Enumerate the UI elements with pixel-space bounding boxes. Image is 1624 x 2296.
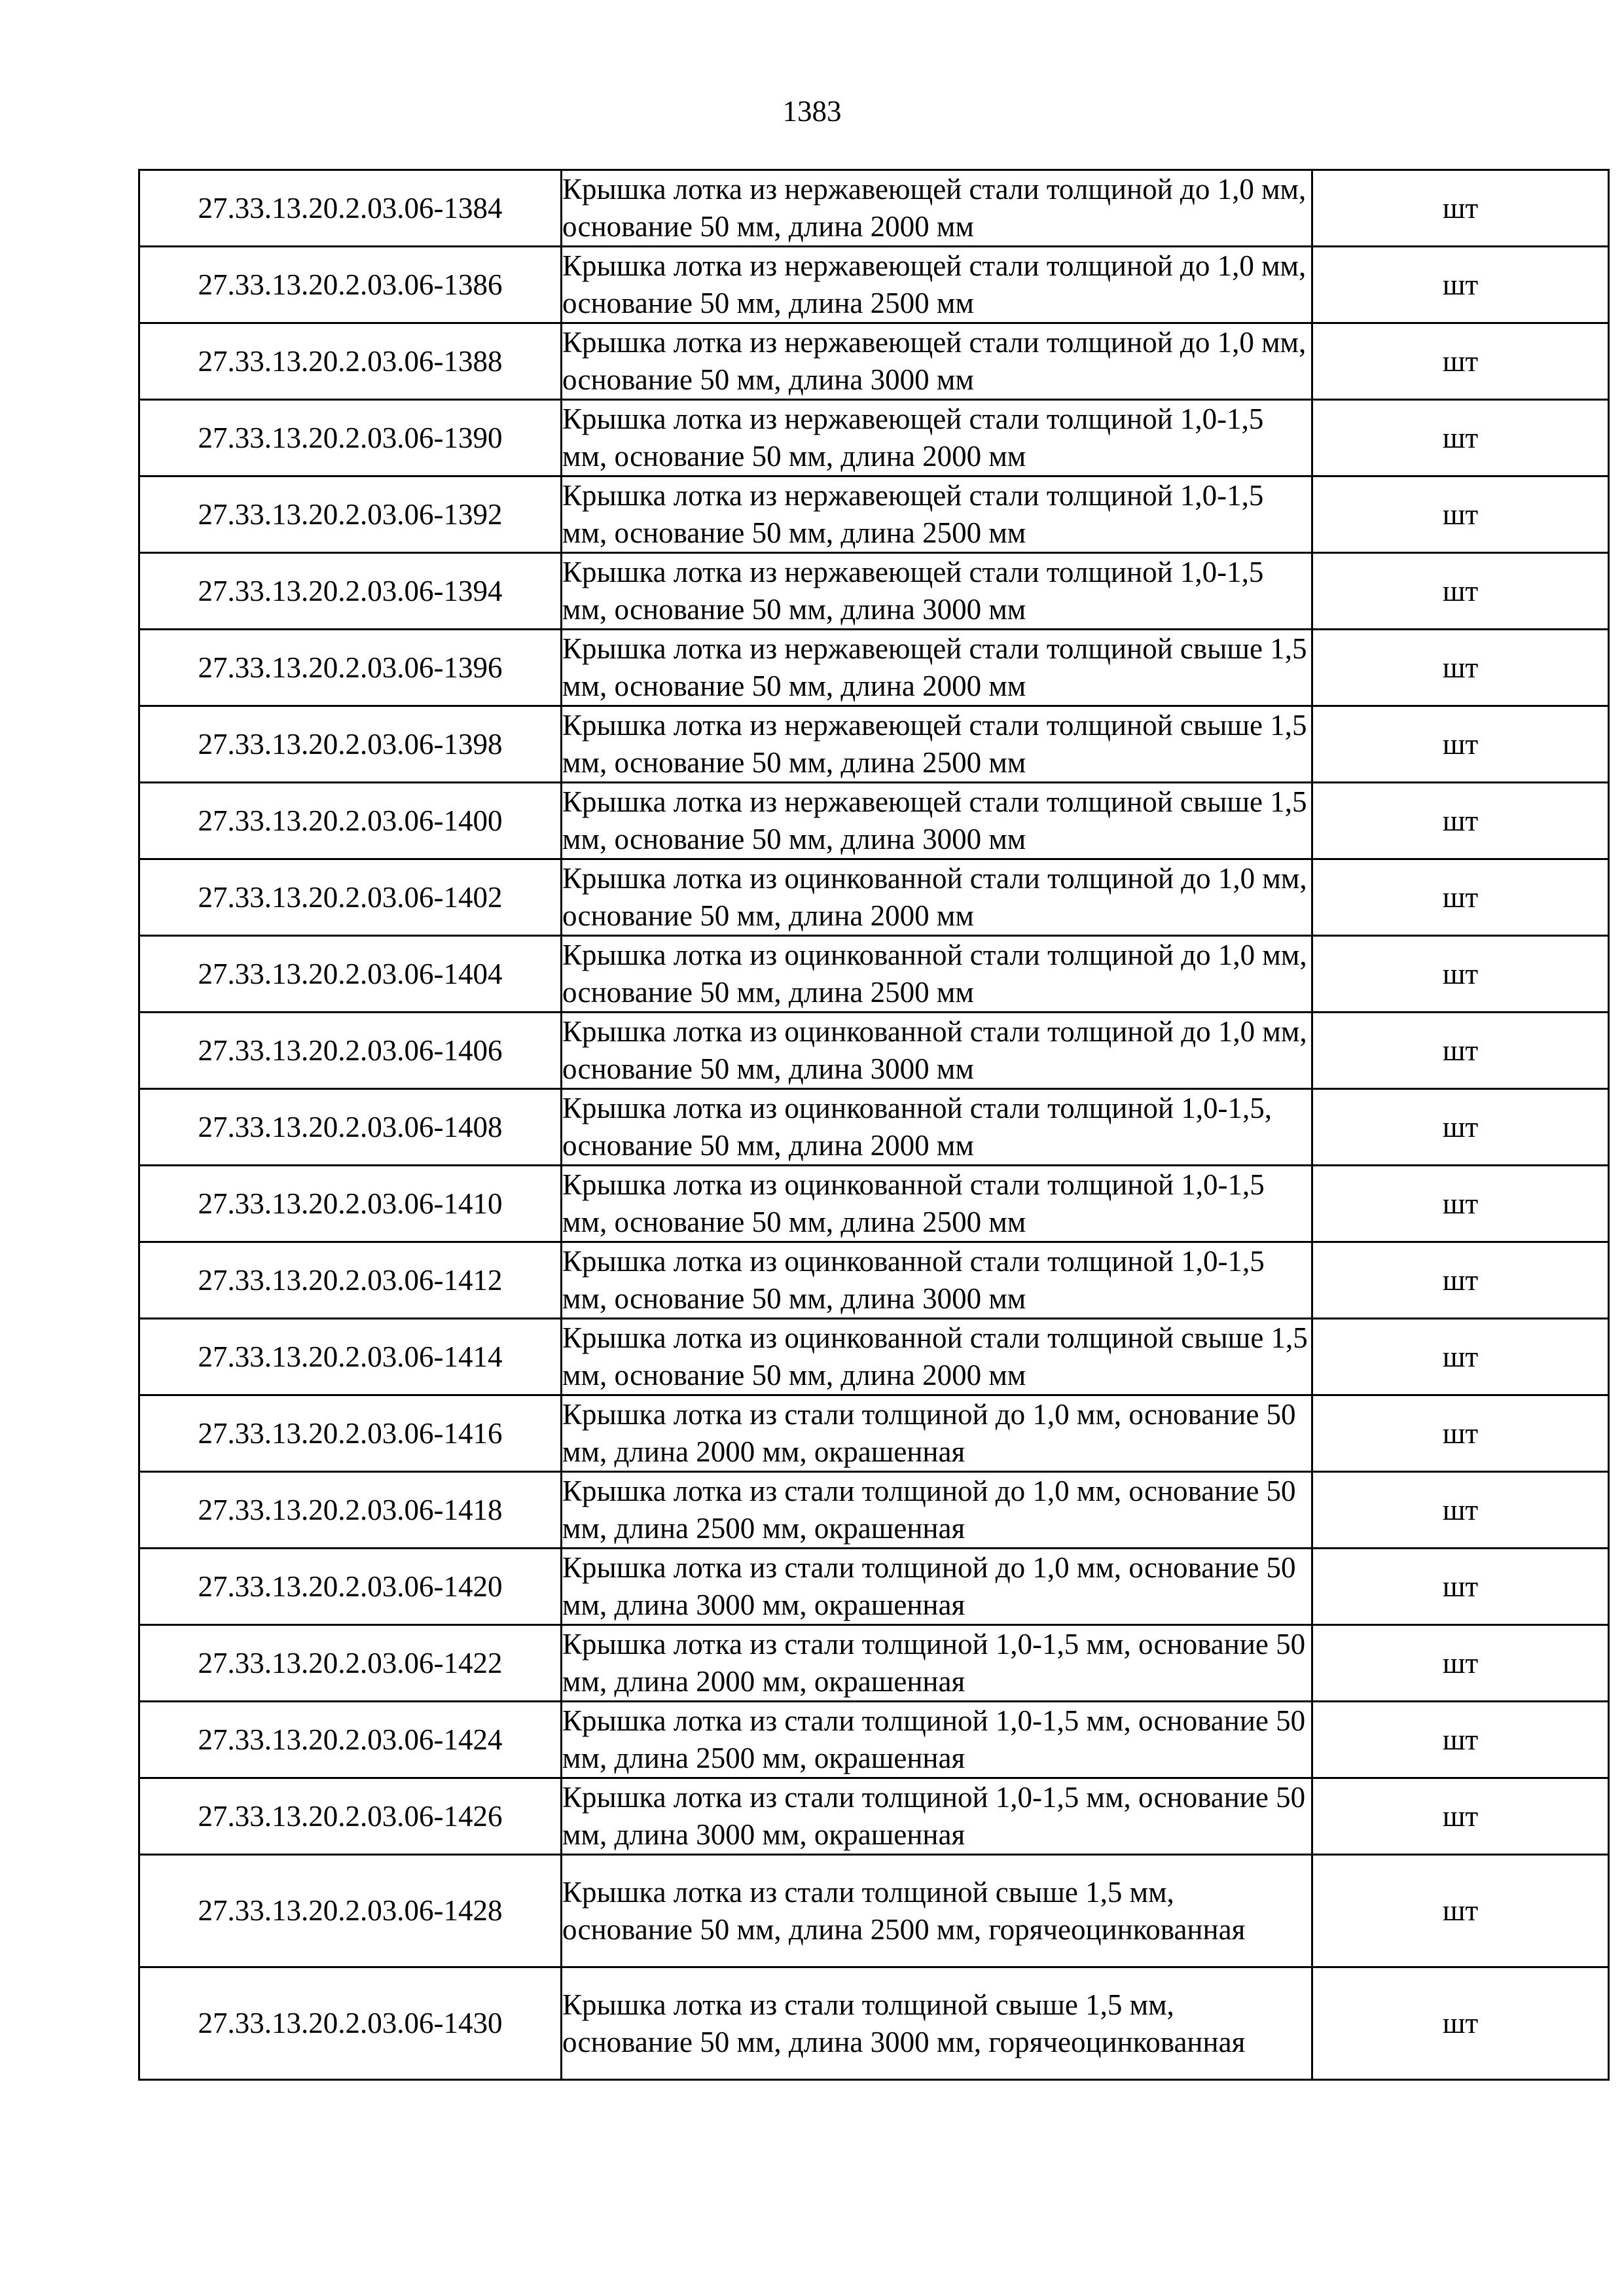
code-cell: 27.33.13.20.2.03.06-1414 (139, 1319, 562, 1395)
unit-cell: шт (1312, 936, 1609, 1013)
code-cell: 27.33.13.20.2.03.06-1394 (139, 553, 562, 630)
name-cell: Крышка лотка из оцинкованной стали толщиной 1,0-1,5, основание 50 мм, длина 2000 мм (562, 1089, 1312, 1166)
unit-cell: шт (1312, 1549, 1609, 1625)
table-row (139, 1549, 1609, 1625)
table-row (139, 1778, 1609, 1855)
code-cell: 27.33.13.20.2.03.06-1420 (139, 1549, 562, 1625)
name-cell: Крышка лотка из оцинкованной стали толщиной до 1,0 мм, основание 50 мм, длина 2500 мм (562, 936, 1312, 1013)
name-cell: Крышка лотка из нержавеющей стали толщиной 1,0-1,5 мм, основание 50 мм, длина 2500 мм (562, 476, 1312, 553)
name-cell: Крышка лотка из стали толщиной 1,0-1,5 мм, основание 50 мм, длина 2000 мм, окрашенная (562, 1625, 1312, 1702)
code-cell: 27.33.13.20.2.03.06-1398 (139, 706, 562, 783)
name-cell: Крышка лотка из стали толщиной свыше 1,5 мм, основание 50 мм, длина 2500 мм, горячеоцинкованная (562, 1855, 1312, 1967)
unit-cell: шт (1312, 859, 1609, 936)
code-cell: 27.33.13.20.2.03.06-1408 (139, 1089, 562, 1166)
unit-cell: шт (1312, 1625, 1609, 1702)
name-cell: Крышка лотка из нержавеющей стали толщиной до 1,0 мм, основание 50 мм, длина 2000 мм (562, 170, 1312, 247)
code-cell: 27.33.13.20.2.03.06-1406 (139, 1013, 562, 1089)
unit-cell: шт (1312, 1319, 1609, 1395)
code-cell: 27.33.13.20.2.03.06-1386 (139, 247, 562, 323)
name-cell: Крышка лотка из оцинкованной стали толщиной до 1,0 мм, основание 50 мм, длина 3000 мм (562, 1013, 1312, 1089)
name-cell: Крышка лотка из нержавеющей стали толщиной 1,0-1,5 мм, основание 50 мм, длина 3000 мм (562, 553, 1312, 630)
table-row (139, 1395, 1609, 1472)
name-cell: Крышка лотка из оцинкованной стали толщиной 1,0-1,5 мм, основание 50 мм, длина 2500 мм (562, 1166, 1312, 1242)
name-cell: Крышка лотка из стали толщиной 1,0-1,5 мм, основание 50 мм, длина 3000 мм, окрашенная (562, 1778, 1312, 1855)
resource-code-table (138, 169, 1610, 2081)
code-cell: 27.33.13.20.2.03.06-1418 (139, 1472, 562, 1549)
code-cell: 27.33.13.20.2.03.06-1396 (139, 630, 562, 706)
page-number: 1383 (782, 95, 842, 128)
unit-cell: шт (1312, 1855, 1609, 1967)
name-cell: Крышка лотка из нержавеющей стали толщиной 1,0-1,5 мм, основание 50 мм, длина 2000 мм (562, 400, 1312, 476)
name-cell: Крышка лотка из стали толщиной свыше 1,5 мм, основание 50 мм, длина 3000 мм, горячеоцинкованная (562, 1967, 1312, 2080)
name-cell: Крышка лотка из оцинкованной стали толщиной свыше 1,5 мм, основание 50 мм, длина 2000 мм (562, 1319, 1312, 1395)
code-cell: 27.33.13.20.2.03.06-1422 (139, 1625, 562, 1702)
code-cell: 27.33.13.20.2.03.06-1400 (139, 783, 562, 859)
code-cell: 27.33.13.20.2.03.06-1416 (139, 1395, 562, 1472)
unit-cell: шт (1312, 1166, 1609, 1242)
unit-cell: шт (1312, 1472, 1609, 1549)
name-cell: Крышка лотка из нержавеющей стали толщиной до 1,0 мм, основание 50 мм, длина 3000 мм (562, 323, 1312, 400)
unit-cell: шт (1312, 1702, 1609, 1778)
unit-cell: шт (1312, 1967, 1609, 2080)
table-row (139, 1089, 1609, 1166)
table-row (139, 323, 1609, 400)
unit-cell: шт (1312, 783, 1609, 859)
table-row (139, 400, 1609, 476)
code-cell: 27.33.13.20.2.03.06-1392 (139, 476, 562, 553)
name-cell: Крышка лотка из нержавеющей стали толщиной свыше 1,5 мм, основание 50 мм, длина 2000 мм (562, 630, 1312, 706)
unit-cell: шт (1312, 247, 1609, 323)
name-cell: Крышка лотка из оцинкованной стали толщиной 1,0-1,5 мм, основание 50 мм, длина 3000 мм (562, 1242, 1312, 1319)
unit-cell: шт (1312, 1778, 1609, 1855)
table-row (139, 247, 1609, 323)
name-cell: Крышка лотка из стали толщиной 1,0-1,5 мм, основание 50 мм, длина 2500 мм, окрашенная (562, 1702, 1312, 1778)
unit-cell: шт (1312, 1013, 1609, 1089)
unit-cell: шт (1312, 476, 1609, 553)
table-row (139, 1855, 1609, 1967)
code-cell: 27.33.13.20.2.03.06-1390 (139, 400, 562, 476)
table-row (139, 1013, 1609, 1089)
table-row (139, 630, 1609, 706)
table-row (139, 783, 1609, 859)
code-cell: 27.33.13.20.2.03.06-1384 (139, 170, 562, 247)
code-cell: 27.33.13.20.2.03.06-1424 (139, 1702, 562, 1778)
name-cell: Крышка лотка из нержавеющей стали толщиной свыше 1,5 мм, основание 50 мм, длина 2500 мм (562, 706, 1312, 783)
code-cell: 27.33.13.20.2.03.06-1412 (139, 1242, 562, 1319)
unit-cell: шт (1312, 170, 1609, 247)
name-cell: Крышка лотка из оцинкованной стали толщиной до 1,0 мм, основание 50 мм, длина 2000 мм (562, 859, 1312, 936)
name-cell: Крышка лотка из стали толщиной до 1,0 мм, основание 50 мм, длина 2000 мм, окрашенная (562, 1395, 1312, 1472)
name-cell: Крышка лотка из стали толщиной до 1,0 мм, основание 50 мм, длина 2500 мм, окрашенная (562, 1472, 1312, 1549)
table-row (139, 1472, 1609, 1549)
unit-cell: шт (1312, 1242, 1609, 1319)
code-cell: 27.33.13.20.2.03.06-1410 (139, 1166, 562, 1242)
table-row (139, 553, 1609, 630)
unit-cell: шт (1312, 1395, 1609, 1472)
unit-cell: шт (1312, 1089, 1609, 1166)
table-row (139, 706, 1609, 783)
table-row (139, 1166, 1609, 1242)
table-row (139, 1967, 1609, 2080)
code-cell: 27.33.13.20.2.03.06-1404 (139, 936, 562, 1013)
unit-cell: шт (1312, 323, 1609, 400)
unit-cell: шт (1312, 630, 1609, 706)
name-cell: Крышка лотка из нержавеющей стали толщиной до 1,0 мм, основание 50 мм, длина 2500 мм (562, 247, 1312, 323)
code-cell: 27.33.13.20.2.03.06-1428 (139, 1855, 562, 1967)
code-cell: 27.33.13.20.2.03.06-1430 (139, 1967, 562, 2080)
code-cell: 27.33.13.20.2.03.06-1388 (139, 323, 562, 400)
table-row (139, 1319, 1609, 1395)
table-row (139, 170, 1609, 247)
code-cell: 27.33.13.20.2.03.06-1426 (139, 1778, 562, 1855)
table-row (139, 859, 1609, 936)
name-cell: Крышка лотка из стали толщиной до 1,0 мм, основание 50 мм, длина 3000 мм, окрашенная (562, 1549, 1312, 1625)
table-row (139, 1702, 1609, 1778)
table-row (139, 1625, 1609, 1702)
table-row (139, 936, 1609, 1013)
unit-cell: шт (1312, 706, 1609, 783)
table-row (139, 1242, 1609, 1319)
code-cell: 27.33.13.20.2.03.06-1402 (139, 859, 562, 936)
table-row (139, 476, 1609, 553)
unit-cell: шт (1312, 553, 1609, 630)
unit-cell: шт (1312, 400, 1609, 476)
name-cell: Крышка лотка из нержавеющей стали толщиной свыше 1,5 мм, основание 50 мм, длина 3000 мм (562, 783, 1312, 859)
